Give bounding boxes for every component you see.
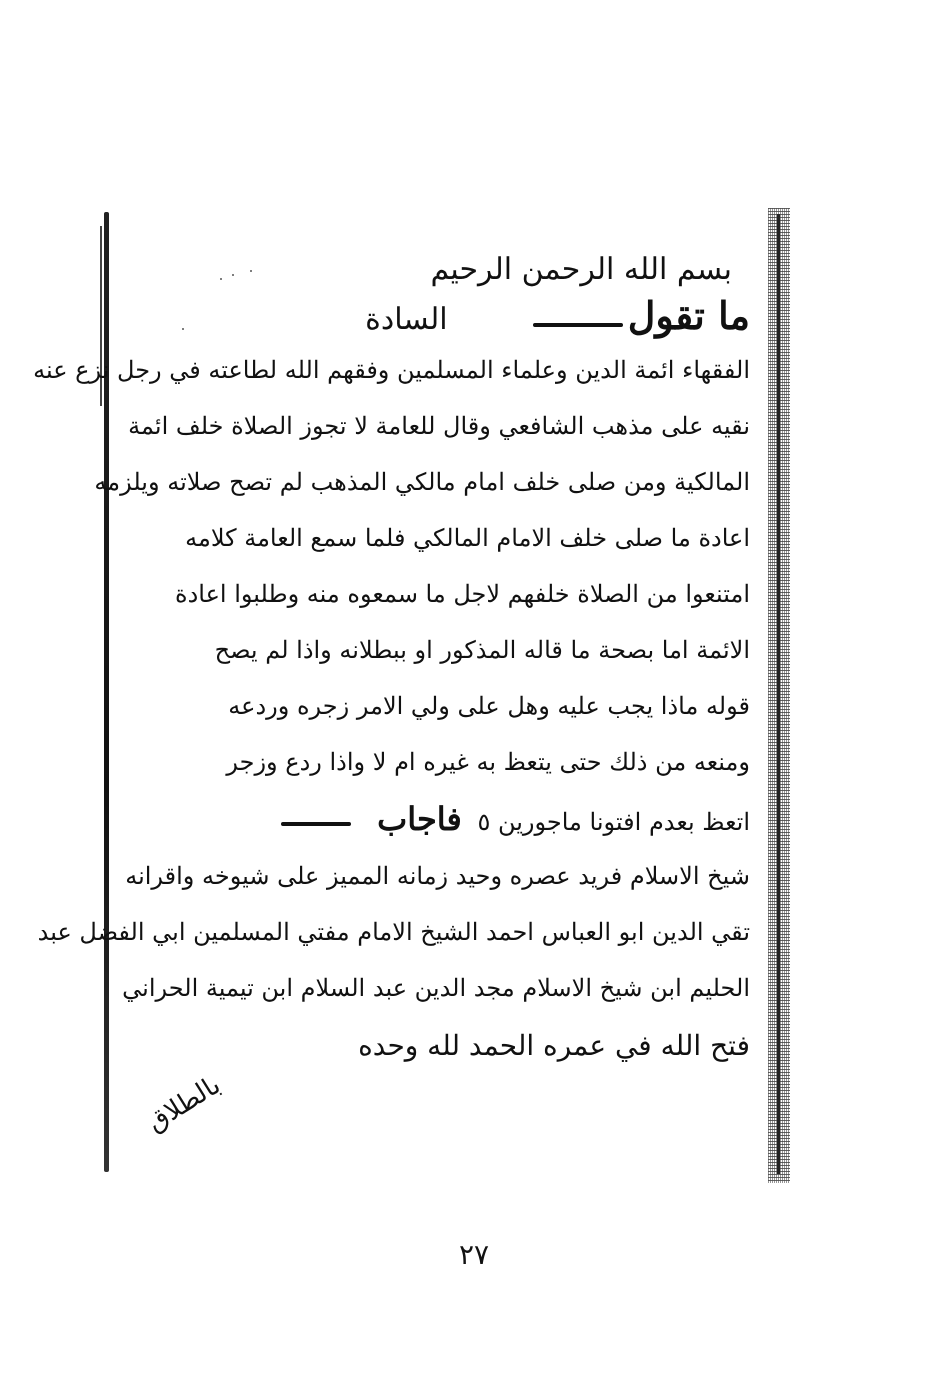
question-line: ومنعه من ذلك حتى يتعظ به غيره ام لا واذا ردع وزجر [226, 748, 750, 776]
heading-kashida-stroke [533, 323, 623, 327]
question-line: نقيه على مذهب الشافعي وقال للعامة لا تجوز الصلاة خلف ائمة [128, 412, 750, 440]
question-line: اعادة ما صلى خلف الامام المالكي فلما سمع العامة كلامه [185, 524, 750, 552]
question-line: الائمة اما بصحة ما قاله المذكور او ببطلانه واذا لم يصح [214, 636, 750, 664]
answer-kashida-stroke [281, 822, 351, 826]
question-line: المالكية ومن صلى خلف امام مالكي المذهب لم تصح صلاته ويلزمه [94, 468, 750, 496]
page-number: ٢٧ [458, 1238, 490, 1271]
closing-line: فتح الله في عمره الحمد لله وحده [358, 1029, 750, 1062]
binding-edge-line [777, 214, 780, 1174]
basmala: بسم الله الرحمن الرحيم [430, 252, 732, 287]
answer-label: فاجاب [377, 800, 462, 838]
question-line: امتنعوا من الصلاة خلفهم لاجل ما سمعوه منه وطلبوا اعادة [175, 580, 750, 608]
answer-line: شيخ الاسلام فريد عصره وحيد زمانه المميز على شيوخه واقرانه [125, 862, 750, 890]
question-line: الفقهاء ائمة الدين وعلماء المسلمين وفقهم الله لطاعته في رجل نزع عنه [33, 356, 750, 384]
manuscript-text [33, 250, 750, 1076]
question-line-final: اتعظ بعدم افتونا ماجورين [497, 808, 750, 836]
answer-heading-line [160, 790, 750, 848]
marginal-note: بالطلاق [142, 1070, 226, 1138]
question-line: قوله ماذا يجب عليه وهل على ولي الامر زجره وردعه [228, 692, 750, 720]
answer-line: تقي الدين ابو العباس احمد الشيخ الامام مفتي المسلمين ابي الفضل عبد [37, 918, 750, 946]
question-heading-main: ما تقول [627, 293, 750, 338]
question-heading [160, 290, 750, 342]
question-heading-sub: السادة [365, 302, 448, 337]
manuscript-leaf [33, 208, 790, 1183]
answer-line: الحليم ابن شيخ الاسلام مجد الدين عبد السلام ابن تيمية الحراني [122, 974, 750, 1002]
section-mark: ٥ [477, 808, 491, 836]
